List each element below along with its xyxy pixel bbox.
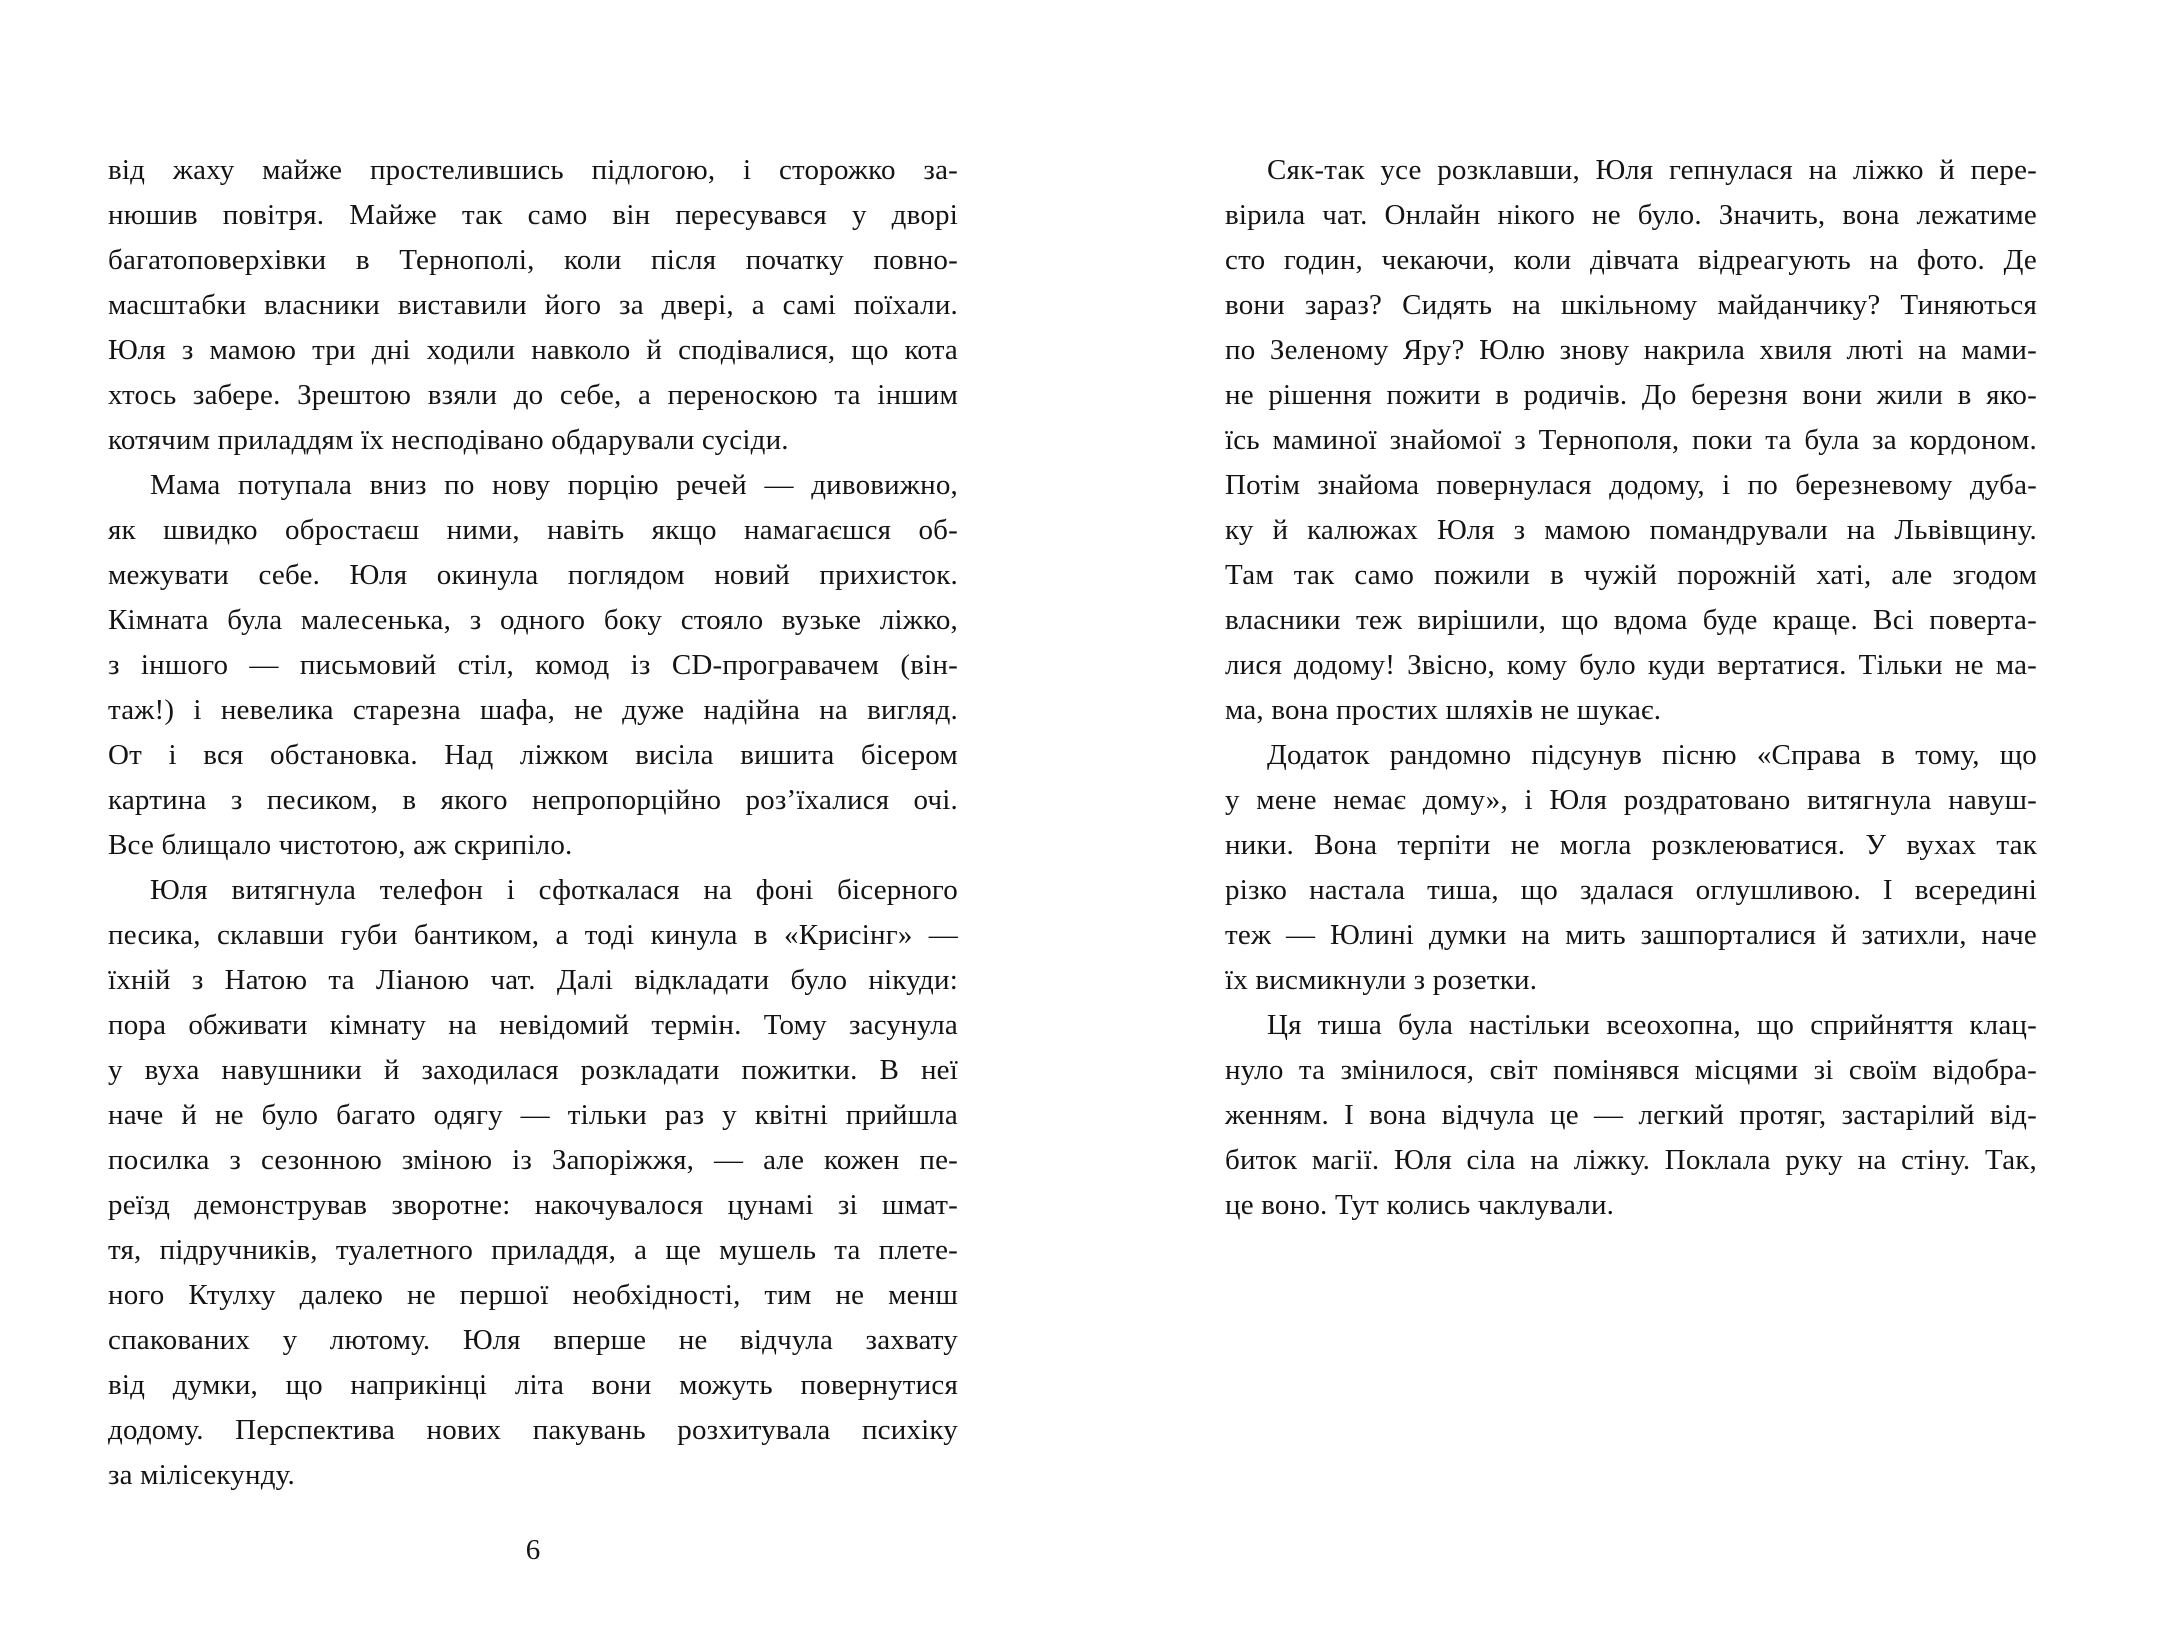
- text-line: межувати себе. Юля окинула поглядом новий прихисток.: [108, 559, 958, 591]
- text-line: різко настала тиша, що здалася оглушливою. І всередині: [1225, 874, 2037, 906]
- text-line: по Зеленому Яру? Юлю знову накрила хвиля люті на мами-: [1225, 334, 2037, 366]
- text-line: Там так само пожили в чужій порожній хаті, але згодом: [1225, 559, 2037, 591]
- text-line: котячим приладдям їх несподівано обдарували сусіди.: [108, 424, 789, 456]
- text-line: з іншого — письмовий стіл, комод із CD-програвачем (він-: [108, 649, 958, 681]
- text-line: їхній з Натою та Ліаною чат. Далі відкладати було нікуди:: [108, 964, 958, 996]
- text-line: пора обживати кімнату на невідомий термін. Тому засунула: [108, 1009, 958, 1041]
- text-line: додому. Перспектива нових пакувань розхитувала психіку: [108, 1414, 958, 1446]
- text-line: Додаток рандомно підсунув пісню «Справа в тому, що: [1267, 739, 2037, 771]
- text-line: їх висмикнули з розетки.: [1225, 964, 1538, 996]
- text-line: Ця тиша була настільки всеохопна, що сприйняття клац-: [1267, 1009, 2037, 1041]
- text-line: ного Ктулху далеко не першої необхідності, тим не менш: [108, 1279, 958, 1311]
- page-right: [1086, 0, 2172, 1646]
- text-line: вірила чат. Онлайн нікого не було. Значить, вона лежатиме: [1225, 199, 2037, 231]
- text-line: не рішення пожити в родичів. До березня вони жили в яко-: [1225, 379, 2037, 411]
- text-line: реїзд демонстрував зворотне: накочувалося цунамі зі шмат-: [108, 1189, 958, 1221]
- text-line: багатоповерхівки в Тернополі, коли після початку повно-: [108, 244, 958, 276]
- text-line: тя, підручників, туалетного приладдя, а ще мушель та плете-: [108, 1234, 958, 1266]
- text-line: спакованих у лютому. Юля вперше не відчула захвату: [108, 1324, 958, 1356]
- text-line: биток магії. Юля сіла на ліжку. Поклала руку на стіну. Так,: [1225, 1144, 2037, 1176]
- text-line: нуло та змінилося, світ помінявся місцями зі своїм відобра-: [1225, 1054, 2037, 1086]
- page-left: [0, 0, 1086, 1646]
- text-line: Юля з мамою три дні ходили навколо й сподівалися, що кота: [108, 334, 958, 366]
- text-line: від думки, що наприкінці літа вони можуть повернутися: [108, 1369, 958, 1401]
- text-line: картина з песиком, в якого непропорційно роз’їхалися очі.: [108, 784, 958, 816]
- text-line: як швидко обростаєш ними, навіть якщо намагаєшся об-: [108, 514, 958, 546]
- text-line: посилка з сезонною зміною із Запоріжжя, — але кожен пе-: [108, 1144, 958, 1176]
- text-line: вони зараз? Сидять на шкільному майданчику? Тиняються: [1225, 289, 2037, 321]
- text-line: у вуха навушники й заходилася розкладати пожитки. В неї: [108, 1054, 958, 1086]
- text-line: Кімната була малесенька, з одного боку стояло вузьке ліжко,: [108, 604, 958, 636]
- text-line: масштабки власники виставили його за двері, а самі поїхали.: [108, 289, 958, 321]
- text-line: женням. І вона відчула це — легкий протяг, застарілий від-: [1225, 1099, 2037, 1131]
- text-line: песика, склавши губи бантиком, а тоді кинула в «Крисінг» —: [108, 919, 958, 951]
- page-left-text: [108, 148, 958, 1498]
- text-line: їсь маминої знайомої з Тернополя, поки та була за кордоном.: [1225, 424, 2037, 456]
- text-line: нюшив повітря. Майже так само він пересувався у дворі: [108, 199, 958, 231]
- text-line: від жаху майже простелившись підлогою, і сторожко за-: [108, 154, 958, 186]
- text-line: Юля витягнула телефон і сфоткалася на фоні бісерного: [150, 874, 958, 906]
- text-line: Потім знайома повернулася додому, і по березневому дуба-: [1225, 469, 2037, 501]
- text-line: ма, вона простих шляхів не шукає.: [1225, 694, 1662, 726]
- text-line: наче й не було багато одягу — тільки раз у квітні прийшла: [108, 1099, 958, 1131]
- text-line: це воно. Тут колись чаклували.: [1225, 1189, 1615, 1221]
- text-line: Все блищало чистотою, аж скрипіло.: [108, 829, 573, 861]
- text-line: у мене немає дому», і Юля роздратовано витягнула навуш-: [1225, 784, 2037, 816]
- text-line: ники. Вона терпіти не могла розклеюватися. У вухах так: [1225, 829, 2037, 861]
- text-line: теж — Юлині думки на мить зашпорталися й затихли, наче: [1225, 919, 2037, 951]
- text-line: власники теж вирішили, що вдома буде краще. Всі поверта-: [1225, 604, 2037, 636]
- text-line: Мама потупала вниз по нову порцію речей — дивовижно,: [150, 469, 958, 501]
- text-line: за мілісекунду.: [108, 1459, 295, 1491]
- text-line: Сяк-так усе розклавши, Юля гепнулася на ліжко й пере-: [1267, 154, 2037, 186]
- page-right-text: [1225, 148, 2037, 1228]
- text-line: От і вся обстановка. Над ліжком висіла вишита бісером: [108, 739, 958, 771]
- page-number-left: 6: [525, 1534, 541, 1566]
- text-line: ку й калюжах Юля з мамою помандрували на Львівщину.: [1225, 514, 2037, 546]
- text-line: сто годин, чекаючи, коли дівчата відреагують на фото. Де: [1225, 244, 2037, 276]
- text-line: таж!) і невелика старезна шафа, не дуже надійна на вигляд.: [108, 694, 958, 726]
- text-line: лися додому! Звісно, кому було куди вертатися. Тільки не ма-: [1225, 649, 2037, 681]
- text-line: хтось забере. Зрештою взяли до себе, а переноскою та іншим: [108, 379, 958, 411]
